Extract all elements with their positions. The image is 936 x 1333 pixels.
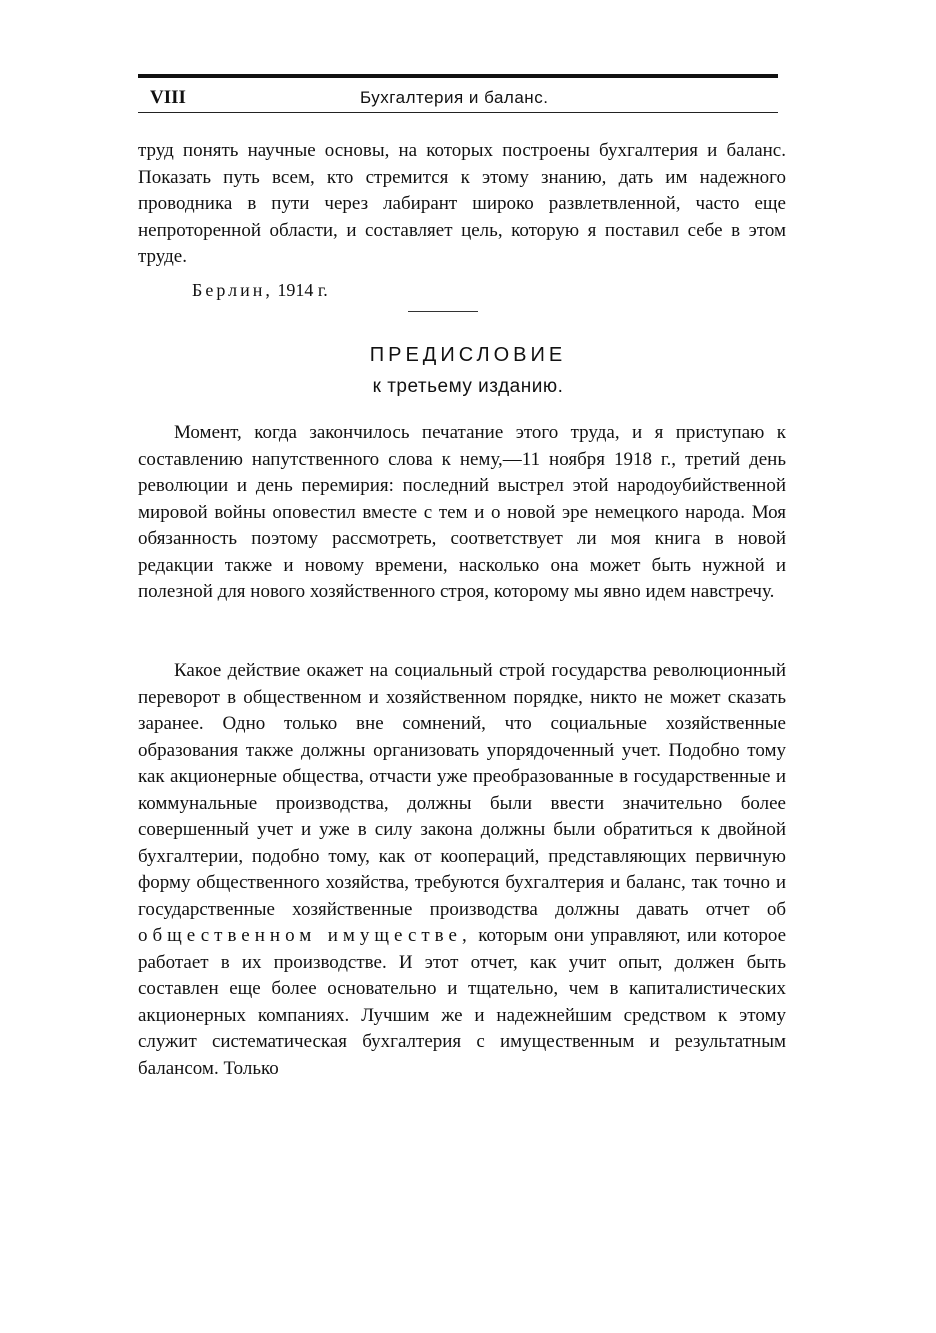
signature-year: 1914 г. bbox=[277, 280, 328, 300]
preface-paragraph-2 bbox=[138, 658, 786, 1082]
paragraph-text-before: Какое действие окажет на социальный строй государства революционный переворот в общественном и хозяйственном порядке, никто не может сказать заранее. Одно только вне сомнений, что социальные хозяйственные образования также должны организовать упорядоченный учет. Подобно тому как акционерные общества, отчасти уже преобразованные в государственные и коммунальные производства, должны были ввести значительно более совершенный учет и уже в силу закона должны были обратиться к двойной бухгалтерии, подобно тому, как от коопераций, представляющих первичную форму общественного хозяйства, требуются бухгалтерия и баланс, так точно и государственные хозяйственные производства должны давать отчет об bbox=[138, 660, 786, 920]
header-bottom-rule bbox=[138, 112, 778, 113]
intro-paragraph: труд понять научные основы, на которых построены бухгалтерия и баланс. Показать путь всем, кто стремится к этому знанию, дать им надежного проводника в пути через лабирант широко развлетвленной, часто еще непроторенной области, и составляет цель, которую я поставил себе в этом труде. bbox=[138, 140, 786, 267]
preface-paragraph-1: Момент, когда закончилось печатание этого труда, и я приступаю к составлению напутственного слова к нему,—11 ноября 1918 г., третий день революции и день перемирия: последний выстрел этой народоубийственной мировой войны оповестил вместе с тем и о новой эре немецкого народа. Моя обязанность поэтому рассмотреть, соответствует ли моя книга в новой редакции также и новому времени, насколько она может быть нужной и полезной для нового хозяйственного строя, которому мы явно идем навстречу. bbox=[138, 422, 786, 602]
paragraph-text-after: которым они управляют, или которое работает в их производстве. И этот отчет, как учит опыт, должен быть составлен еще более основательно и тщательно, чем в капиталистических акционерных компаниях. Лучшим же и надежнейшим средством к этому служит систематическая бухгалтерия с имущественным и результатным балансом. Только bbox=[138, 925, 787, 1079]
running-title: Бухгалтерия и баланс. bbox=[360, 88, 549, 107]
section-divider bbox=[408, 311, 478, 312]
page-number: VIII bbox=[150, 87, 186, 108]
preface-title: ПРЕДИСЛОВИЕ bbox=[369, 344, 567, 366]
header-top-rule bbox=[138, 74, 778, 78]
emphasized-phrase: общественном имуществе, bbox=[138, 925, 472, 946]
preface-subtitle: к третьему изданию. bbox=[372, 376, 564, 397]
running-header bbox=[150, 84, 778, 112]
signature bbox=[192, 280, 328, 301]
signature-place: Берлин, bbox=[192, 280, 273, 300]
